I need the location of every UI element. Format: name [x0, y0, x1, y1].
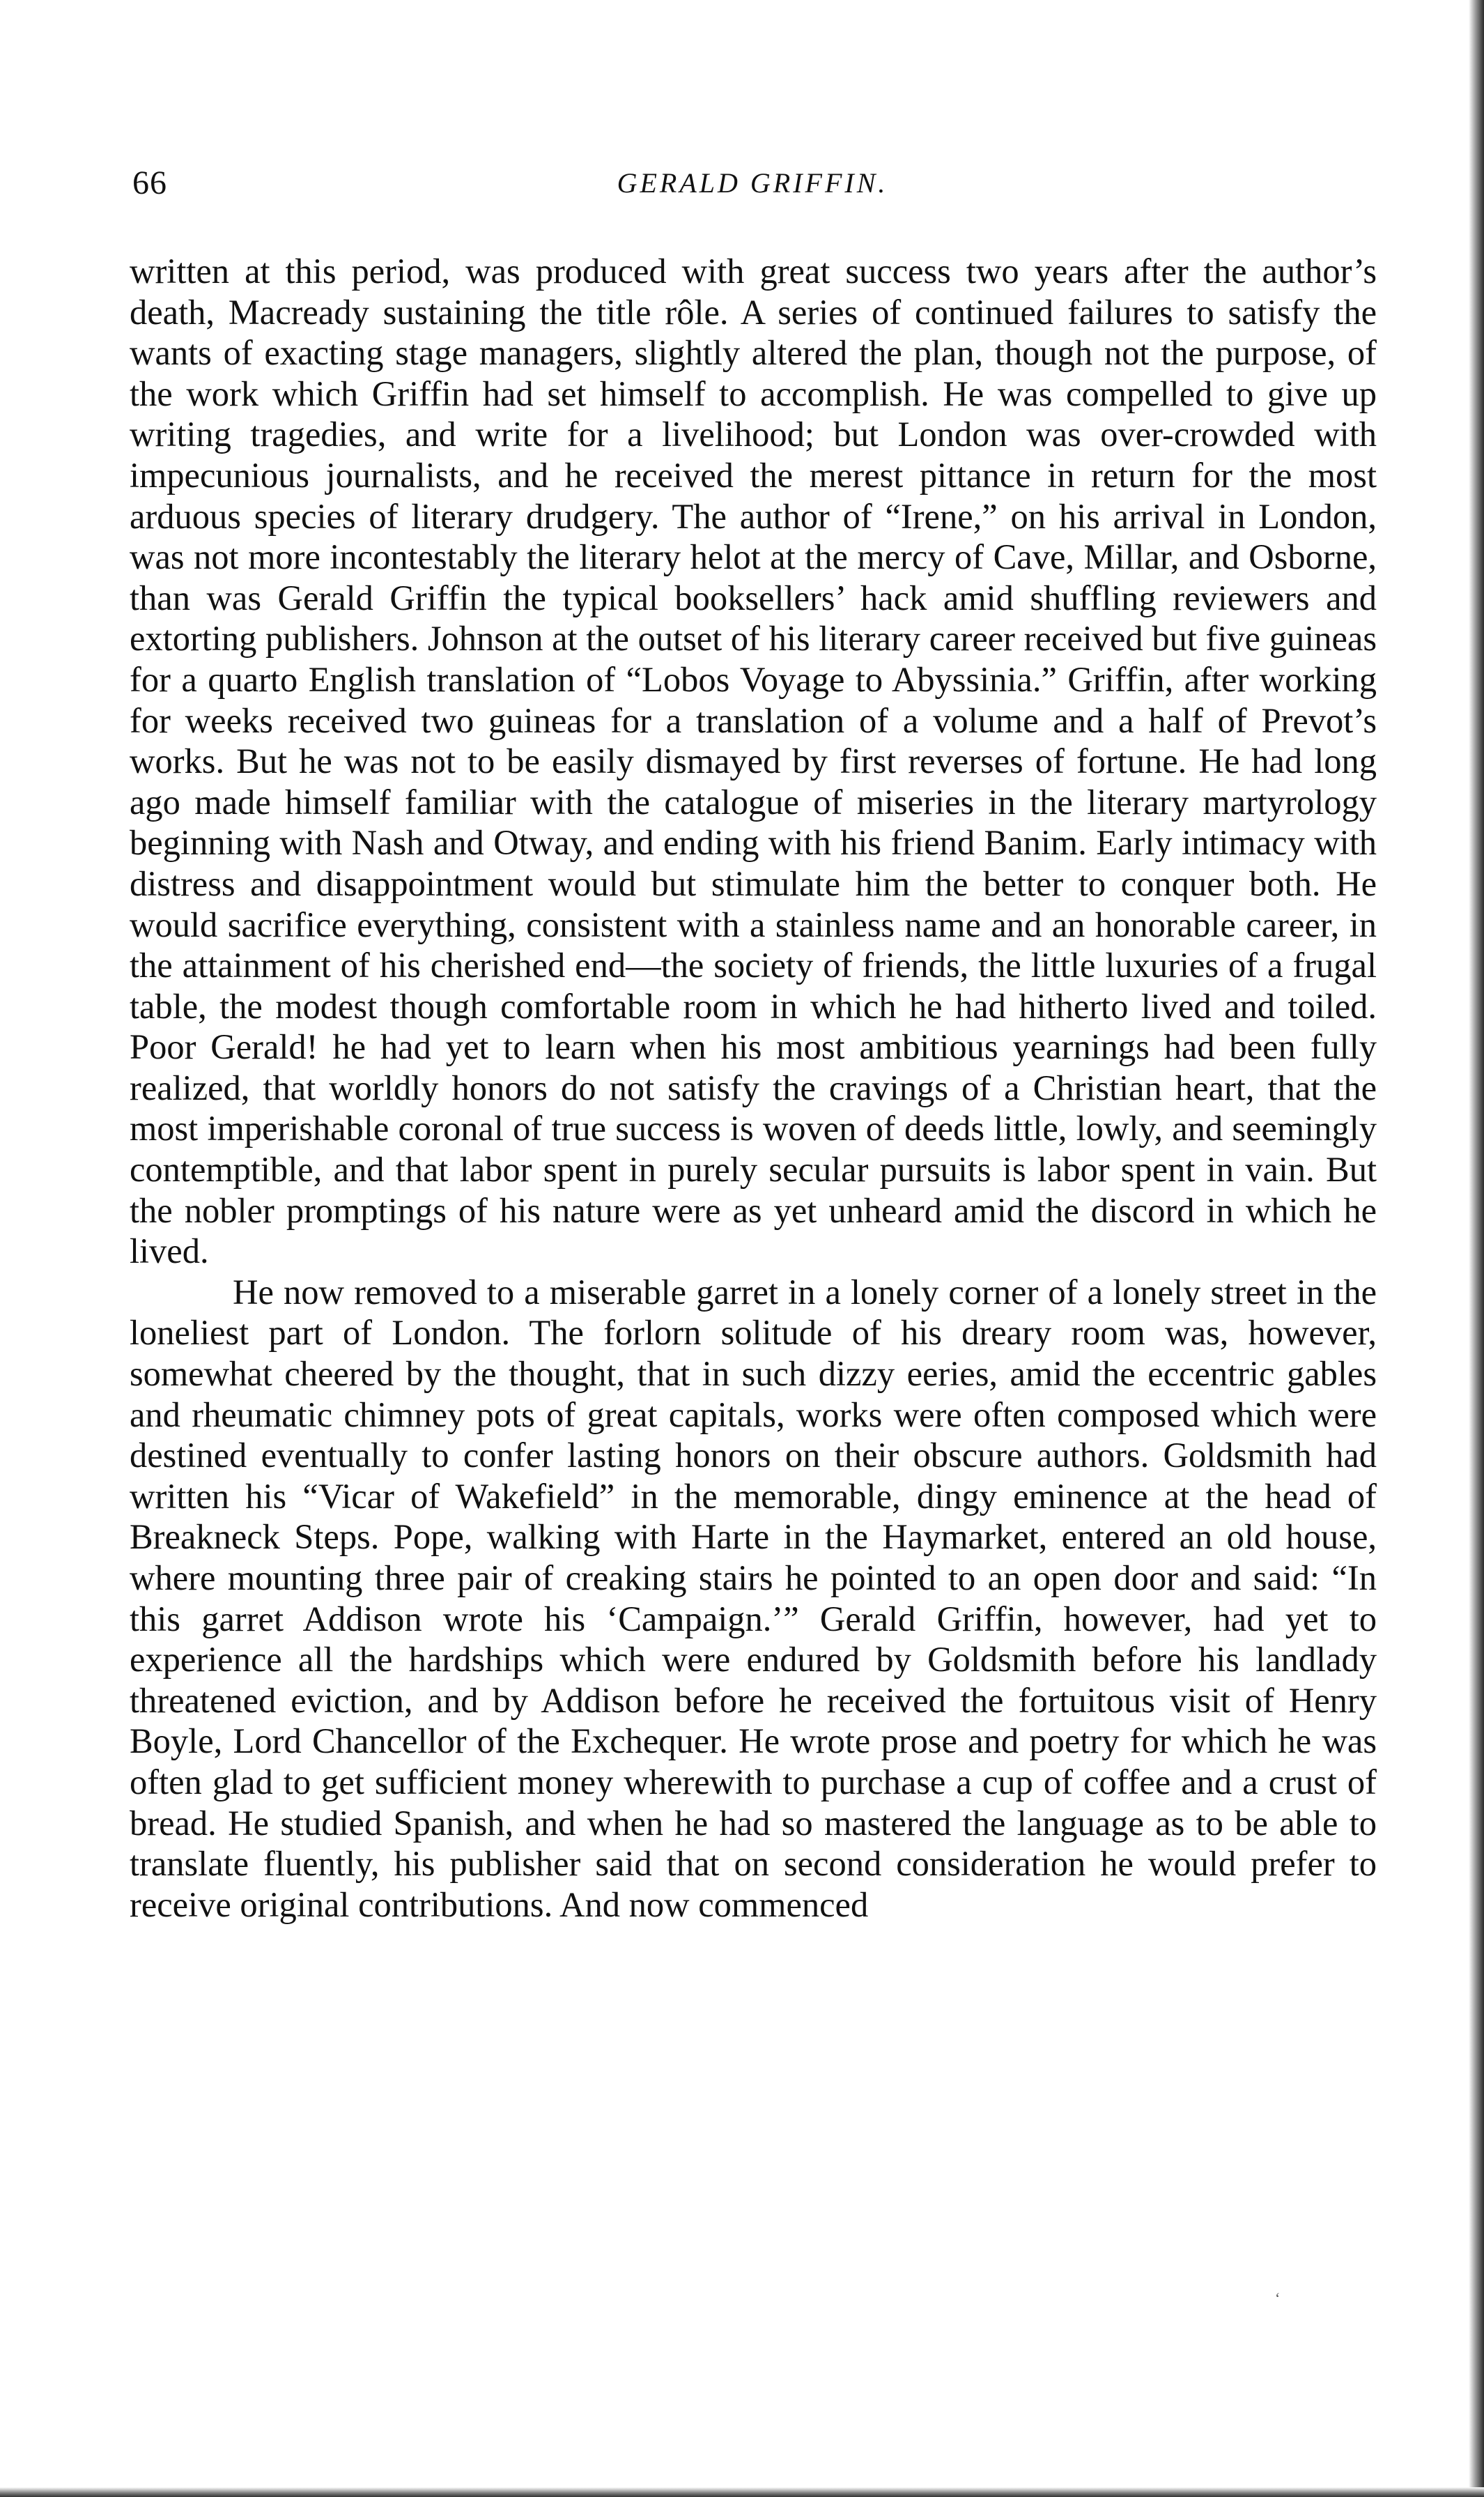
running-header: [132, 159, 1373, 208]
page-number: 66: [132, 164, 167, 201]
body-text: [130, 251, 1377, 1925]
page-edge-bottom: [0, 2487, 1484, 2497]
print-speck: ‘: [1275, 2289, 1281, 2307]
paragraph-garret: He now removed to a miserable garret in a lonely corner of a lonely street in the loneliest part of London. The forlorn solitude of his dreary room was, however, somewhat cheered by the thought, that in such dizzy eeries, amid the eccentric gables and rheumatic chimney pots of great capitals, works were often composed which were destined eventually to confer lasting honors on their obscure authors. Goldsmith had written his “Vicar of Wakefield” in the memorable, dingy eminence at the head of Breakneck Steps. Pope, walking with Harte in the Haymarket, entered an old house, where mounting three pair of creaking stairs he pointed to an open door and said: “In this garret Addison wrote his ‘Campaign.’” Gerald Griffin, however, had yet to experience all the hardships which were endured by Goldsmith before his landlady threatened eviction, and by Addison before he received the fortuitous visit of Henry Boyle, Lord Chancellor of the Exchequer. He wrote prose and poetry for which he was often glad to get sufficient money wherewith to purchase a cup of coffee and a crust of bread. He studied Spanish, and when he had so mastered the language as to be able to translate fluently, his publisher said that on second consideration he would prefer to receive original contributions. And now commenced: [130, 1272, 1377, 1924]
running-title: GERALD GRIFFIN.: [617, 167, 888, 199]
page-edge-right: [1469, 0, 1484, 2497]
paragraph-continued: written at this period, was produced with great success two years after the author’s death, Macready sustaining the title rôle. A series of continued failures to satisfy the wants of exacting stage managers, slightly altered the plan, though not the purpose, of the work which Griffin had set himself to accomplish. He was compelled to give up writing tragedies, and write for a livelihood; but London was over-crowded with impecunious journalists, and he received the merest pittance in return for the most arduous species of literary drudgery. The author of “Irene,” on his arrival in London, was not more incontestably the literary helot at the mercy of Cave, Millar, and Osborne, than was Gerald Griffin the typical booksellers’ hack amid shuffling reviewers and extorting publishers. Johnson at the outset of his literary career received but five guineas for a quarto English translation of “Lobos Voyage to Abyssinia.” Griffin, after working for weeks received two guineas for a translation of a volume and a half of Prevot’s works. But he was not to be easily dismayed by first reverses of fortune. He had long ago made himself familiar with the catalogue of miseries in the literary martyrology beginning with Nash and Otway, and ending with his friend Banim. Early intimacy with distress and disappointment would but stimulate him the better to conquer both. He would sacrifice everything, consistent with a stainless name and an honorable career, in the attainment of his cherished end—the society of friends, the little luxuries of a frugal table, the modest though comfortable room in which he had hitherto lived and toiled. Poor Gerald! he had yet to learn when his most ambitious yearnings had been fully realized, that worldly honors do not satisfy the cravings of a Christian heart, that the most imperishable coronal of true success is woven of deeds little, lowly, and seemingly contemptible, and that labor spent in purely secular pursuits is labor spent in vain. But the nobler promptings of his nature were as yet unheard amid the discord in which he lived.: [130, 252, 1377, 1271]
